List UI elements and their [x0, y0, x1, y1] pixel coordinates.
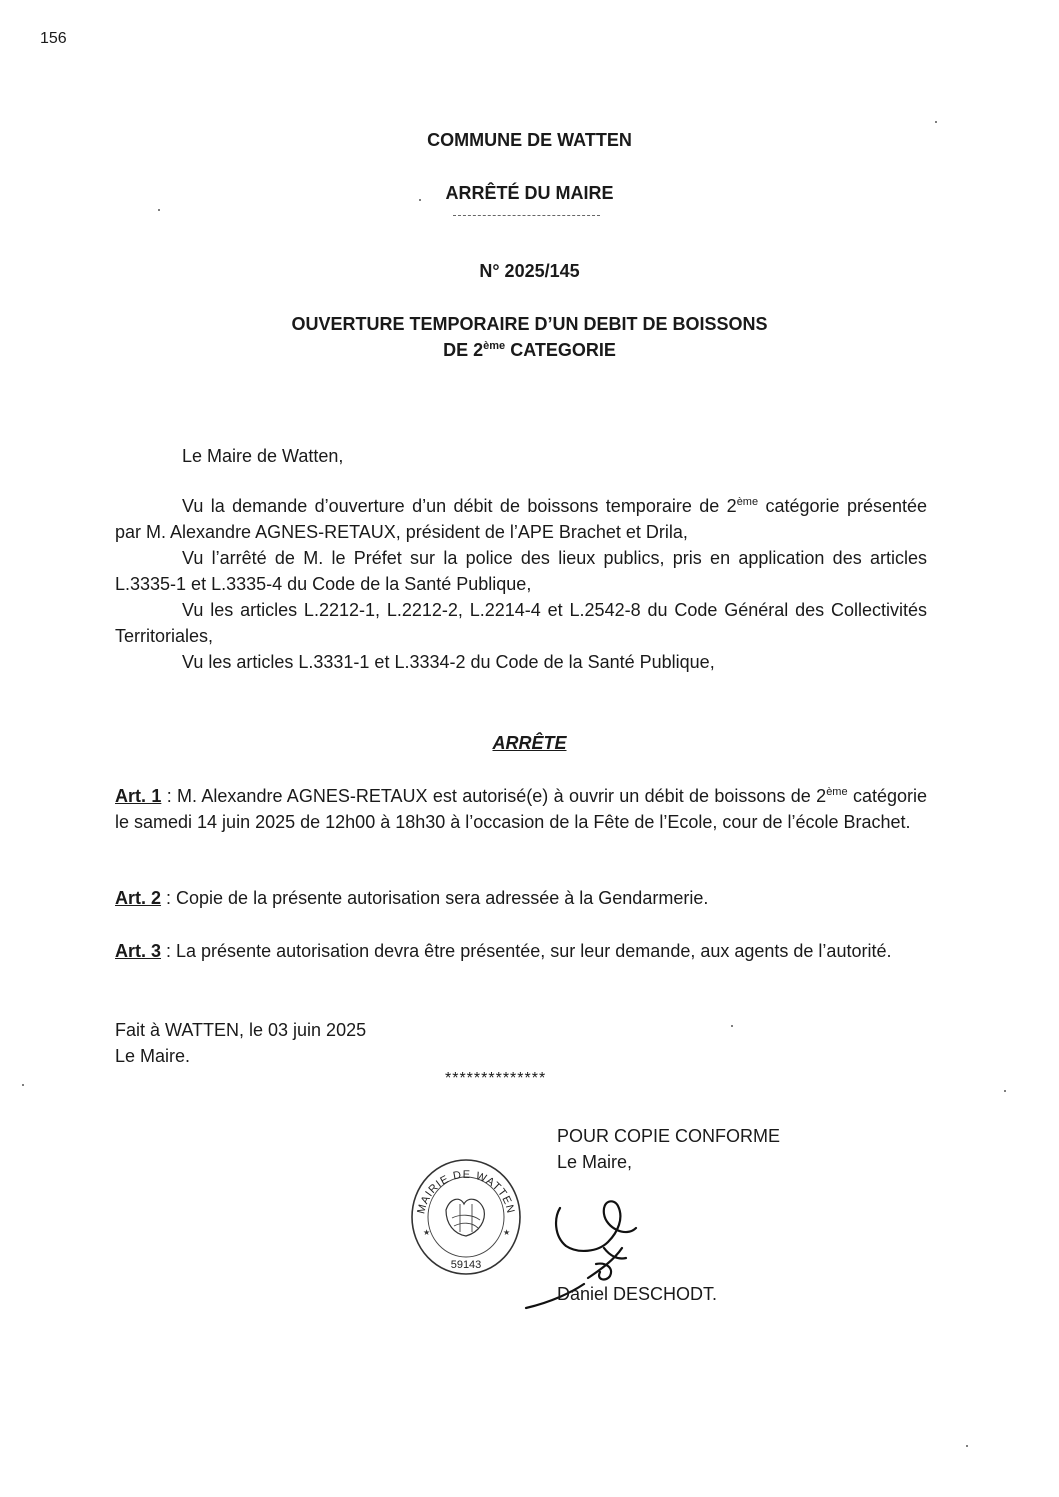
article-2-label: Art. 2	[115, 888, 162, 908]
article-2: Art. 2 : Copie de la présente autorisation sera adressée à la Gendarmerie.	[115, 888, 709, 908]
arrete-number: N° 2025/145	[479, 261, 580, 281]
seal-code: 59143	[450, 1259, 482, 1271]
commune-title: COMMUNE DE WATTEN	[427, 130, 632, 150]
svg-text:★: ★	[423, 1228, 431, 1237]
scan-speck	[419, 199, 421, 201]
article-3: Art. 3 : La présente autorisation devra être présentée, sur leur demande, aux agents de l’autorité.	[115, 941, 892, 961]
page-number: 156	[40, 30, 67, 47]
separator-stars: **************	[445, 1070, 547, 1087]
mairie-seal	[410, 1158, 522, 1276]
decision-title: ARRÊTE	[492, 733, 567, 753]
signatory-title: Le Maire.	[115, 1046, 191, 1066]
svg-text:MAIRIE DE WATTEN	[415, 1169, 516, 1215]
subject-line-2: DE 2ème CATEGORIE	[443, 340, 616, 360]
seal-text: MAIRIE DE WATTEN	[415, 1168, 517, 1216]
considerant-3: Vu les articles L.2212-1, L.2212-2, L.2214-4 et L.2542-8 du Code Général des Collectivités Territoriales,	[115, 600, 927, 646]
subject-line-1: OUVERTURE TEMPORAIRE D’UN DEBIT DE BOISSONS	[291, 314, 768, 334]
considerant-2: Vu l’arrêté de M. le Préfet sur la police des lieux publics, pris en application des articles L.3335-1 et L.3335-4 du Code de la Santé Publique,	[115, 548, 927, 594]
scan-speck	[935, 121, 937, 123]
scan-speck	[22, 1084, 24, 1086]
article-3-label: Art. 3	[115, 941, 162, 961]
scan-speck	[966, 1445, 968, 1447]
considerant-1: Vu la demande d’ouverture d’un débit de boissons temporaire de 2ème catégorie présentée par M. Alexandre AGNES-RETAUX, président de l’APE Brachet et Drila,	[115, 496, 928, 542]
copy-mayor-label: Le Maire,	[557, 1152, 633, 1172]
salutation: Le Maire de Watten,	[182, 446, 344, 466]
scan-speck	[731, 1025, 733, 1027]
title-divider	[453, 215, 600, 216]
place-date: Fait à WATTEN, le 03 juin 2025	[115, 1020, 367, 1040]
scan-speck	[158, 209, 160, 211]
scan-speck	[1004, 1090, 1006, 1092]
article-1-label: Art. 1	[115, 786, 162, 806]
article-1: Art. 1 : M. Alexandre AGNES-RETAUX est autorisé(e) à ouvrir un débit de boissons de 2ème catégorie le samedi 14 juin 2025 de 12h00 à 18h30 à l’occasion de la Fête de l’Ecole, cour de l’école Brachet.	[115, 786, 927, 832]
mayor-name: Daniel DESCHODT.	[557, 1284, 718, 1304]
considerant-4: Vu les articles L.3331-1 et L.3334-2 du Code de la Santé Publique,	[182, 652, 715, 672]
svg-text:★: ★	[503, 1228, 511, 1237]
document-type: ARRÊTÉ DU MAIRE	[445, 183, 614, 203]
copy-conforme-label: POUR COPIE CONFORME	[557, 1126, 781, 1146]
